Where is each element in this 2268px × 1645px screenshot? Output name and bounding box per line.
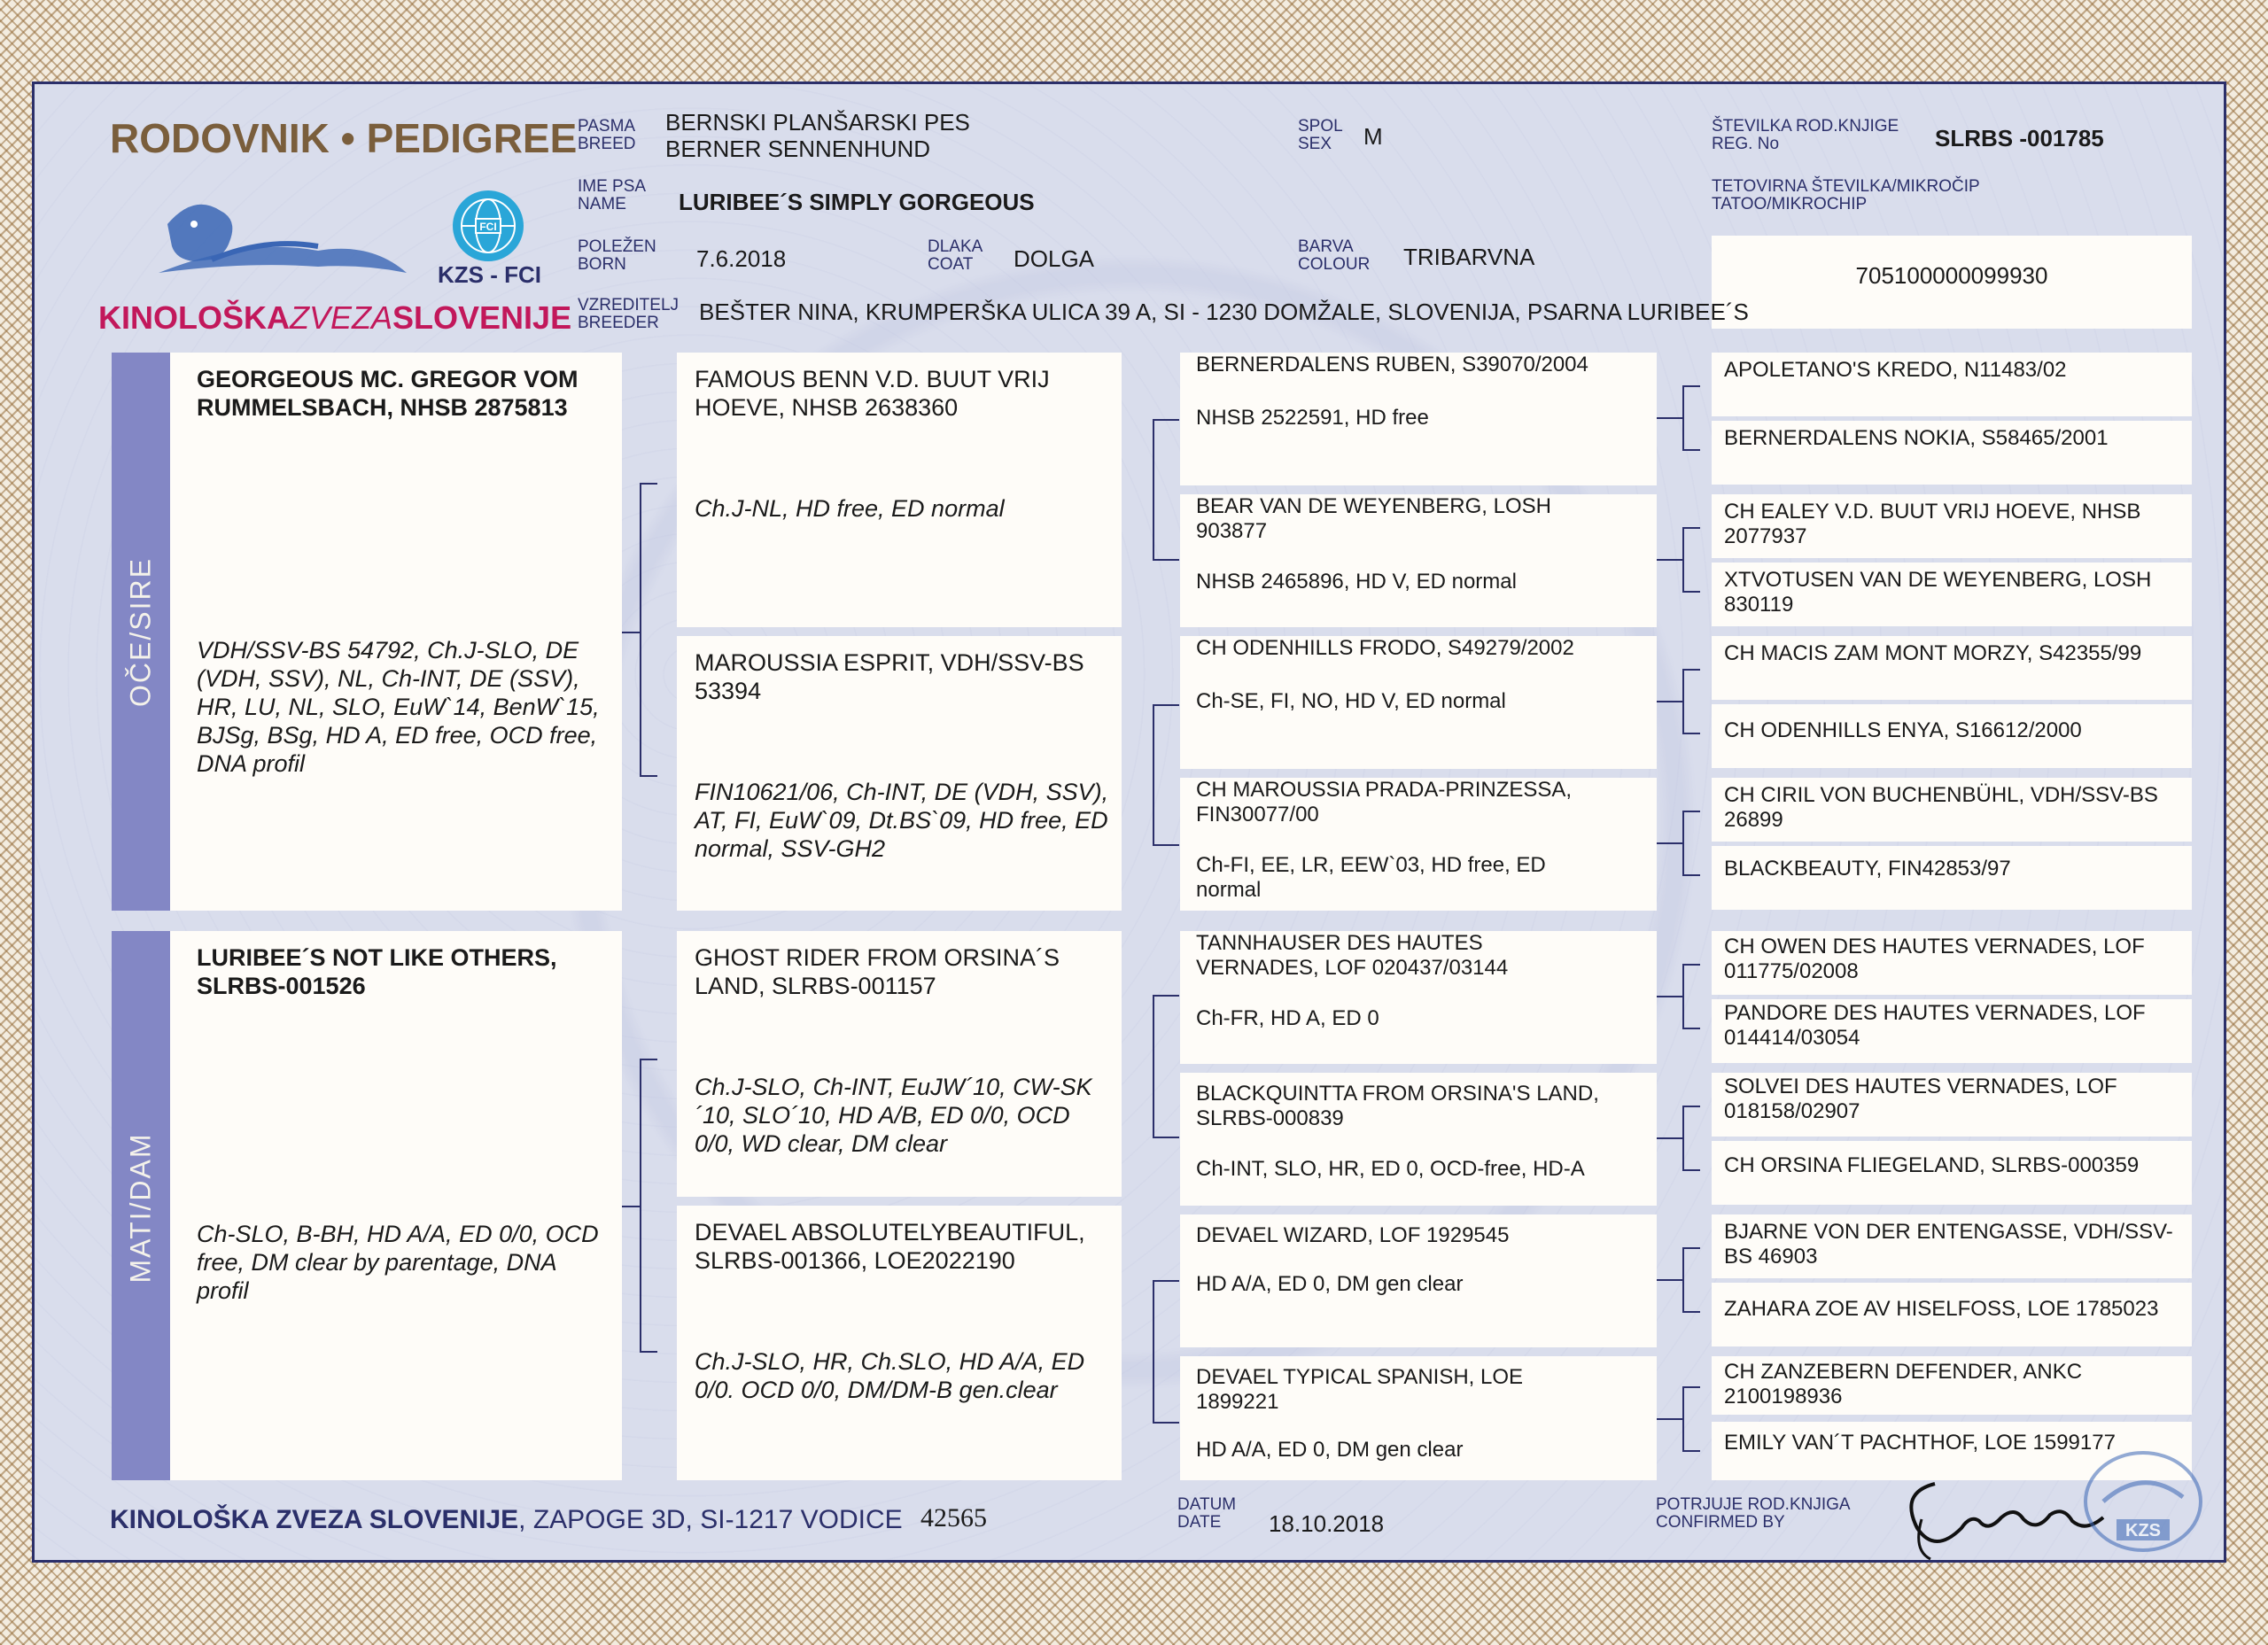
date-value: 18.10.2018 <box>1269 1510 1385 1537</box>
gen4-box <box>1712 1283 2192 1346</box>
gen4-box <box>1712 931 2192 995</box>
gen4-box <box>1712 999 2192 1063</box>
gen4-entry: BJARNE VON DER ENTENGASSE, VDH/SSV-BS 46903 <box>1724 1220 2173 1269</box>
gen4-entry: CH ZANZEBERN DEFENDER, ANKC 2100198936 <box>1724 1360 2083 1408</box>
gen4-entry: CH OWEN DES HAUTES VERNADES, LOF 011775/02008 <box>1724 935 2145 983</box>
sire-side-label: OČE/SIRE <box>124 557 157 707</box>
gen4-entry: XTVOTUSEN VAN DE WEYENBERG, LOSH 830119 <box>1724 568 2152 617</box>
gen4-entry: BLACKBEAUTY, FIN42853/97 <box>1724 857 2011 881</box>
gen4-entry: PANDORE DES HAUTES VERNADES, LOF 014414/03054 <box>1724 1001 2146 1050</box>
gen4-entry: CH CIRIL VON BUCHENBÜHL, VDH/SSV-BS 26899 <box>1724 783 2158 832</box>
regno-label: ŠTEVILKA ROD.KNJIGE REG. No <box>1712 117 1899 153</box>
gen3-name: DEVAEL WIZARD, LOF 1929545 <box>1196 1223 1510 1247</box>
dog-name: LURIBEE´S SIMPLY GORGEOUS <box>679 189 1035 215</box>
org-brand-part2: ZVEZA <box>290 299 393 336</box>
gen4-entry: CH MACIS ZAM MONT MORZY, S42355/99 <box>1724 641 2142 665</box>
kzs-stamp-label: KZS <box>2125 1521 2161 1540</box>
document-title: RODOVNIK • PEDIGREE <box>110 115 578 161</box>
gen4-entry: CH ORSINA FLIEGELAND, SLRBS-000359 <box>1724 1153 2140 1177</box>
breeder-label: VZREDITELJ BREEDER <box>578 296 680 332</box>
kzs-fci-label: KZS - FCI <box>438 261 541 288</box>
sire-titles: VDH/SSV-BS 54792, Ch.J-SLO, DE (VDH, SSV), NL, Ch-INT, DE (SSV), HR, LU, NL, SLO, EuW`14, BenW`15, BJSg, BSg, HD A, ED free, OCD free, DNA profil <box>197 637 600 777</box>
dam-titles: Ch-SLO, B-BH, HD A/A, ED 0/0, OCD free, DM clear by parentage, DNA profil <box>197 1221 599 1304</box>
gen2-box <box>677 1206 1122 1480</box>
gen4-entry: CH EALEY V.D. BUUT VRIJ HOEVE, NHSB 2077937 <box>1724 500 2141 548</box>
dam-name: LURIBEE´S NOT LIKE OTHERS, SLRBS-001526 <box>197 944 557 999</box>
certificate-panel <box>32 81 2226 1563</box>
gen4-box <box>1712 1214 2192 1278</box>
colour-value: TRIBARVNA <box>1403 244 1535 270</box>
gen4-box <box>1712 704 2192 768</box>
gen4-box <box>1712 846 2192 910</box>
org-brand <box>98 299 571 337</box>
gen4-box <box>1712 1141 2192 1205</box>
gen3-name: CH MAROUSSIA PRADA-PRINZESSA, FIN30077/00 <box>1196 778 1573 826</box>
gen3-box <box>1180 1073 1657 1206</box>
gen3-titles: HD A/A, ED 0, DM gen clear <box>1196 1272 1464 1296</box>
svg-text:FCI: FCI <box>479 221 497 233</box>
org-brand-part1: KINOLOŠKA <box>98 299 290 336</box>
breed-value: BERNSKI PLANŠARSKI PES BERNER SENNENHUND <box>665 109 970 162</box>
footer-org: KINOLOŠKA ZVEZA SLOVENIJE, ZAPOGE 3D, SI-1217 VODICE <box>110 1505 903 1534</box>
gen4-entry: BERNERDALENS NOKIA, S58465/2001 <box>1724 426 2109 450</box>
sex-label: SPOL SEX <box>1298 117 1343 153</box>
gen4-box <box>1712 1356 2192 1415</box>
gen3-titles: NHSB 2522591, HD free <box>1196 406 1429 430</box>
gen2-box <box>677 931 1122 1197</box>
born-label: POLEŽEN BORN <box>578 237 656 274</box>
gen2-name: MAROUSSIA ESPRIT, VDH/SSV-BS 53394 <box>695 649 1084 704</box>
confirmed-label: POTRJUJE ROD.KNJIGA CONFIRMED BY <box>1656 1495 1851 1532</box>
gen2-titles: Ch.J-SLO, Ch-INT, EuJW´10, CW-SK´10, SLO´10, HD A/B, ED 0/0, OCD 0/0, WD clear, DM clear <box>695 1074 1092 1157</box>
gen3-name: TANNHAUSER DES HAUTES VERNADES, LOF 020437/03144 <box>1196 931 1509 980</box>
sire-name: GEORGEOUS MC. GREGOR VOM RUMMELSBACH, NHSB 2875813 <box>197 366 579 421</box>
gen3-box <box>1180 494 1657 627</box>
gen3-name: BERNERDALENS RUBEN, S39070/2004 <box>1196 353 1588 376</box>
kzs-dog-logo <box>141 189 424 286</box>
gen4-entry: APOLETANO'S KREDO, N11483/02 <box>1724 358 2067 382</box>
coat-label: DLAKA COAT <box>928 237 983 274</box>
dam-box <box>170 931 622 1480</box>
sire-box <box>170 353 622 911</box>
breeder-value: BEŠTER NINA, KRUMPERŠKA ULICA 39 A, SI - 1230 DOMŽALE, SLOVENIJA, PSARNA LURIBEE´S <box>699 299 1749 325</box>
colour-label: BARVA COLOUR <box>1298 237 1371 274</box>
gen3-box <box>1180 636 1657 769</box>
gen4-box <box>1712 494 2192 558</box>
gen4-entry: EMILY VAN´T PACHTHOF, LOE 1599177 <box>1724 1431 2116 1455</box>
gen4-box <box>1712 778 2192 842</box>
gen2-box <box>677 353 1122 627</box>
gen3-box <box>1180 1356 1657 1480</box>
sex-value: M <box>1363 123 1383 150</box>
gen4-entry: SOLVEI DES HAUTES VERNADES, LOF 018158/02907 <box>1724 1075 2117 1123</box>
date-label: DATUM DATE <box>1177 1495 1237 1532</box>
gen4-box <box>1712 563 2192 626</box>
gen2-titles: Ch.J-NL, HD free, ED normal <box>695 495 1005 522</box>
gen4-box <box>1712 353 2192 416</box>
tattoo-label: TETOVIRNA ŠTEVILKA/MIKROČIP TATOO/MIKROCHIP <box>1712 177 1980 213</box>
org-brand-part3: SLOVENIJE <box>392 299 572 336</box>
gen3-titles: Ch-FI, EE, LR, EEW`03, HD free, ED normal <box>1196 853 1546 902</box>
gen3-titles: HD A/A, ED 0, DM gen clear <box>1196 1438 1464 1462</box>
fci-globe-icon <box>451 189 526 264</box>
gen3-titles: Ch-SE, FI, NO, HD V, ED normal <box>1196 689 1506 713</box>
gen4-box <box>1712 421 2192 485</box>
gen2-name: DEVAEL ABSOLUTELYBEAUTIFUL, SLRBS-001366, LOE2022190 <box>695 1219 1085 1274</box>
gen3-name: CH ODENHILLS FRODO, S49279/2002 <box>1196 636 1574 660</box>
gen3-titles: Ch-INT, SLO, HR, ED 0, OCD-free, HD-A <box>1196 1157 1585 1181</box>
dam-side-label: MATI/DAM <box>124 1132 157 1284</box>
gen4-box <box>1712 1073 2192 1137</box>
gen3-name: BEAR VAN DE WEYENBERG, LOSH 903877 <box>1196 494 1551 543</box>
gen3-name: BLACKQUINTTA FROM ORSINA'S LAND, SLRBS-000839 <box>1196 1082 1599 1130</box>
gen3-box <box>1180 353 1657 485</box>
gen3-titles: Ch-FR, HD A, ED 0 <box>1196 1006 1379 1030</box>
gen2-titles: Ch.J-SLO, HR, Ch.SLO, HD A/A, ED 0/0. OCD 0/0, DM/DM-B gen.clear <box>695 1348 1085 1403</box>
gen4-entry: ZAHARA ZOE AV HISELFOSS, LOE 1785023 <box>1724 1297 2159 1321</box>
coat-value: DOLGA <box>1014 245 1095 272</box>
gen3-box <box>1180 1214 1657 1347</box>
gen2-name: GHOST RIDER FROM ORSINA´S LAND, SLRBS-001157 <box>695 944 1060 999</box>
regno-value: SLRBS -001785 <box>1935 125 2104 151</box>
name-label: IME PSA NAME <box>578 177 647 213</box>
gen3-box <box>1180 931 1657 1064</box>
gen4-box <box>1712 636 2192 700</box>
tattoo-box <box>1712 236 2192 329</box>
gen4-entry: CH ODENHILLS ENYA, S16612/2000 <box>1724 718 2082 742</box>
gen2-box <box>677 636 1122 911</box>
gen3-titles: NHSB 2465896, HD V, ED normal <box>1196 570 1517 594</box>
tattoo-value: 705100000099930 <box>1855 262 2048 289</box>
gen2-titles: FIN10621/06, Ch-INT, DE (VDH, SSV), AT, FI, EuW`09, Dt.BS`09, HD free, ED normal, SSV-GH2 <box>695 779 1109 862</box>
serial-number: 42565 <box>920 1503 987 1532</box>
born-value: 7.6.2018 <box>696 245 787 272</box>
gen3-name: DEVAEL TYPICAL SPANISH, LOE 1899221 <box>1196 1365 1524 1414</box>
gen2-name: FAMOUS BENN V.D. BUUT VRIJ HOEVE, NHSB 2638360 <box>695 366 1050 421</box>
breed-label: PASMA BREED <box>578 117 636 153</box>
gen3-box <box>1180 778 1657 911</box>
